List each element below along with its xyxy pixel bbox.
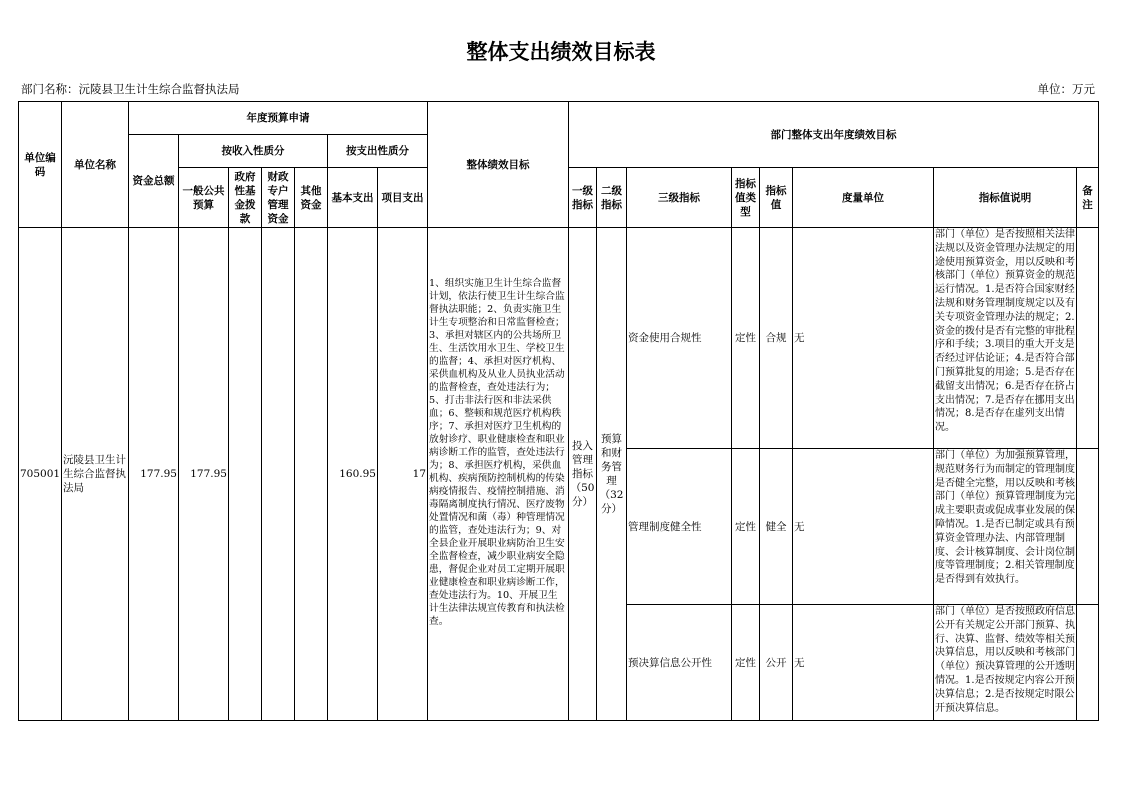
header-by-expense: 按支出性质分 <box>328 135 428 168</box>
header-dept-goal: 部门整体支出年度绩效目标 <box>569 102 1099 168</box>
header-general-budget: 一般公共预算 <box>179 168 229 228</box>
header-remark: 备注 <box>1077 168 1099 228</box>
unit-label: 单位：万元 <box>1037 82 1095 96</box>
header-unit-code: 单位编码 <box>19 102 62 228</box>
header-unit-name: 单位名称 <box>62 102 129 228</box>
indicator-remark <box>1077 605 1099 721</box>
header-special-fund: 财政专户管理资金 <box>262 168 295 228</box>
level1-cell: 投入管理指标（50分） <box>569 228 597 721</box>
special-fund-cell <box>262 228 295 721</box>
department-name: 部门名称：沅陵县卫生计生综合监督执法局 <box>21 82 240 96</box>
general-budget-cell: 177.95 <box>179 228 229 721</box>
indicator-value: 公开 <box>760 605 793 721</box>
project-exp-cell: 17 <box>378 228 428 721</box>
header-level3: 三级指标 <box>627 168 732 228</box>
header-basic-exp: 基本支出 <box>328 168 378 228</box>
header-value: 指标值 <box>760 168 793 228</box>
level2-cell: 预算和财务管理（32分） <box>597 228 627 721</box>
indicator-type: 定性 <box>732 605 760 721</box>
header-by-income: 按收入性质分 <box>179 135 328 168</box>
header-other-fund: 其他资金 <box>295 168 328 228</box>
indicator-name: 管理制度健全性 <box>627 449 732 605</box>
performance-table <box>18 101 1099 721</box>
header-gov-fund: 政府性基金拨款 <box>229 168 262 228</box>
header-value-desc: 指标值说明 <box>934 168 1077 228</box>
indicator-remark <box>1077 228 1099 449</box>
header-project-exp: 项目支出 <box>378 168 428 228</box>
header-overall-goal: 整体绩效目标 <box>428 102 569 228</box>
indicator-desc: 部门（单位）是否按照相关法律法规以及资金管理办法规定的用途使用预算资金，用以反映和考核部门（单位）预算资金的规范运行情况。1.是否符合国家财经法规和财务管理制度规定以及有关专项资金管理办法的规定；2.资金的拨付是否有完整的审批程序和手续；3.项目的重大开支是否经过评估论证；4.是否符合部门预算批复的用途；5.是否存在截留支出情况；6.是否存在挤占支出情况；7.是否存在挪用支出情况；8.是否存在虚列支出情况。 <box>935 229 1076 434</box>
page-title: 整体支出绩效目标表 <box>466 40 656 64</box>
indicator-name: 预决算信息公开性 <box>627 605 732 721</box>
indicator-value: 健全 <box>760 449 793 605</box>
unit-name-cell: 沅陵县卫生计生综合监督执法局 <box>62 228 129 721</box>
indicator-type: 定性 <box>732 228 760 449</box>
header-measure-unit: 度量单位 <box>793 168 934 228</box>
indicator-remark <box>1077 449 1099 605</box>
table-row <box>19 228 1099 449</box>
indicator-desc: 部门（单位）是否按照政府信息公开有关规定公开部门预算、执行、决算、监督、绩效等相关预决算信息，用以反映和考核部门（单位）预决算管理的公开透明情况。1.是否按规定内容公开预决算信息；2.是否按规定时限公开预决算信息。 <box>935 606 1076 714</box>
indicator-unit: 无 <box>793 228 934 449</box>
indicator-unit: 无 <box>793 605 934 721</box>
total-funds-cell: 177.95 <box>129 228 179 721</box>
indicator-desc: 部门（单位）为加强预算管理，规范财务行为而制定的管理制度是否健全完整，用以反映和考核部门（单位）预算管理制度为完成主要职责或促成事业发展的保障情况。1.是否已制定或具有预算资金管理办法、内部管理制度、会计核算制度、会计岗位制度等管理制度；2.相关管理制度是否得到有效执行。 <box>935 450 1076 586</box>
header-value-type: 指标值类型 <box>732 168 760 228</box>
header-level1: 一级指标 <box>569 168 597 228</box>
unit-code-cell: 705001 <box>19 228 62 721</box>
header-total-funds: 资金总额 <box>129 135 179 228</box>
indicator-name: 资金使用合规性 <box>627 228 732 449</box>
indicator-value: 合规 <box>760 228 793 449</box>
gov-fund-cell <box>229 228 262 721</box>
header-annual-budget: 年度预算申请 <box>129 102 428 135</box>
basic-exp-cell: 160.95 <box>328 228 378 721</box>
indicator-unit: 无 <box>793 449 934 605</box>
other-fund-cell <box>295 228 328 721</box>
header-level2: 二级指标 <box>597 168 627 228</box>
indicator-type: 定性 <box>732 449 760 605</box>
overall-goal-text: 1、组织实施卫生计生综合监督计划，依法行使卫生计生综合监督执法职能；2、负责实施卫生计生专项整治和日常监督检查；3、承担对辖区内的公共场所卫生、生活饮用水卫生、学校卫生的监督；4、承担对医疗机构、采供血机构及从业人员执业活动的监督检查，查处违法行为；5、打击非法行医和非法采供血；6、整顿和规范医疗机构秩序；7、承担对医疗卫生机构的放射诊疗、职业健康检查和职业病诊断工作的监管，查处违法行为；8、承担医疗机构，采供血机构、疾病预防控制机构的传染病疫情报告、疫情控制措施、消毒隔离制度执行情况、医疗废物处置情况和菌（毒）种管理情况的监管，查处违法行为；9、对全县企业开展职业病防治卫生安全监督检查，减少职业病安全隐患，督促企业对员工定期开展职业健康检查和职业病诊断工作，查处违法行为。10、开展卫生计生法律法规宣传教育和执法检查。 <box>429 278 565 627</box>
